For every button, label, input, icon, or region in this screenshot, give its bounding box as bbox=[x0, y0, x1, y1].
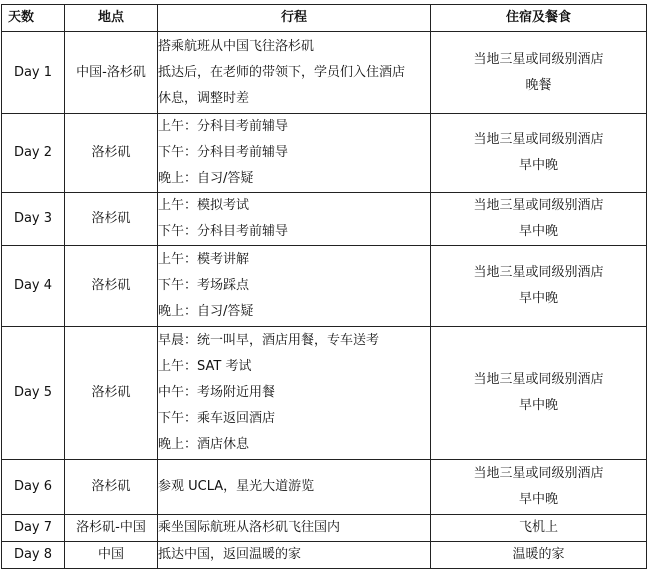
accommodation-line: 早中晚 bbox=[518, 492, 558, 507]
table-row bbox=[2, 32, 647, 114]
schedule-cell bbox=[158, 515, 431, 542]
accommodation-cell bbox=[431, 32, 647, 114]
day-cell: Day 2 bbox=[2, 114, 65, 193]
header-row bbox=[2, 5, 647, 32]
schedule-line: 晚上：自习/答疑 bbox=[158, 304, 254, 319]
accommodation-line: 当地三星或同级别酒店 bbox=[473, 372, 604, 387]
accommodation-line: 早中晚 bbox=[518, 158, 558, 173]
accommodation-line: 早中晚 bbox=[518, 291, 558, 306]
schedule-line: 下午：分科目考前辅导 bbox=[158, 224, 289, 239]
schedule-line: 参观 UCLA，星光大道游览 bbox=[158, 479, 315, 494]
accommodation-line: 晚餐 bbox=[525, 77, 552, 93]
place-cell: 洛杉矶 bbox=[65, 114, 158, 193]
day-cell: Day 6 bbox=[2, 460, 65, 515]
itinerary-table bbox=[1, 4, 647, 569]
accommodation-cell bbox=[431, 193, 647, 246]
schedule-cell bbox=[158, 542, 431, 569]
schedule-cell bbox=[158, 246, 431, 327]
accommodation-line: 飞机上 bbox=[518, 520, 558, 535]
accommodation-line: 当地三星或同级别酒店 bbox=[473, 466, 604, 481]
accommodation-line: 当地三星或同级别酒店 bbox=[473, 51, 604, 67]
day-cell: Day 5 bbox=[2, 327, 65, 460]
header-day: 天数 bbox=[2, 5, 65, 32]
header-place: 地点 bbox=[65, 5, 158, 32]
place-cell: 中国-洛杉矶 bbox=[65, 32, 158, 114]
accommodation-line: 温暖的家 bbox=[512, 547, 565, 562]
schedule-line: 早晨：统一叫早，酒店用餐，专车送考 bbox=[158, 333, 380, 348]
header-schedule: 行程 bbox=[158, 5, 431, 32]
schedule-cell bbox=[158, 193, 431, 246]
schedule-line: 上午：模考讲解 bbox=[158, 252, 250, 267]
accommodation-line: 早中晚 bbox=[518, 224, 558, 239]
schedule-line: 抵达中国，返回温暖的家 bbox=[158, 547, 302, 562]
accommodation-cell bbox=[431, 515, 647, 542]
table-row bbox=[2, 114, 647, 193]
schedule-line: 上午：分科目考前辅导 bbox=[158, 119, 289, 134]
table-row bbox=[2, 542, 647, 569]
table-row bbox=[2, 327, 647, 460]
schedule-line: 中午：考场附近用餐 bbox=[158, 385, 276, 400]
accommodation-cell bbox=[431, 542, 647, 569]
schedule-line: 乘坐国际航班从洛杉矶飞往国内 bbox=[158, 520, 341, 535]
schedule-line: 晚上：自习/答疑 bbox=[158, 171, 254, 186]
schedule-cell bbox=[158, 32, 431, 114]
accommodation-cell bbox=[431, 114, 647, 193]
accommodation-cell bbox=[431, 246, 647, 327]
place-cell: 洛杉矶 bbox=[65, 327, 158, 460]
day-cell: Day 4 bbox=[2, 246, 65, 327]
header-accommodation: 住宿及餐食 bbox=[431, 5, 647, 32]
place-cell: 洛杉矶 bbox=[65, 460, 158, 515]
schedule-line: 搭乘航班从中国飞往洛杉矶 bbox=[158, 38, 315, 54]
schedule-cell bbox=[158, 327, 431, 460]
schedule-line: 抵达后，在老师的带领下，学员们入住酒店 bbox=[158, 64, 406, 80]
place-cell: 洛杉矶-中国 bbox=[65, 515, 158, 542]
day-cell: Day 3 bbox=[2, 193, 65, 246]
accommodation-line: 当地三星或同级别酒店 bbox=[473, 132, 604, 147]
accommodation-line: 早中晚 bbox=[518, 398, 558, 413]
place-cell: 中国 bbox=[65, 542, 158, 569]
table-row bbox=[2, 193, 647, 246]
schedule-line: 下午：分科目考前辅导 bbox=[158, 145, 289, 160]
itinerary-body bbox=[2, 32, 647, 569]
table-row bbox=[2, 246, 647, 327]
schedule-line: 下午：乘车返回酒店 bbox=[158, 411, 276, 426]
schedule-line: 下午：考场踩点 bbox=[158, 278, 250, 293]
place-cell: 洛杉矶 bbox=[65, 246, 158, 327]
day-cell: Day 8 bbox=[2, 542, 65, 569]
place-cell: 洛杉矶 bbox=[65, 193, 158, 246]
table-row bbox=[2, 460, 647, 515]
accommodation-cell bbox=[431, 327, 647, 460]
accommodation-line: 当地三星或同级别酒店 bbox=[473, 265, 604, 280]
schedule-line: 晚上：酒店休息 bbox=[158, 437, 250, 452]
day-cell: Day 7 bbox=[2, 515, 65, 542]
schedule-line: 上午：模拟考试 bbox=[158, 198, 250, 213]
schedule-line: 上午：SAT 考试 bbox=[158, 359, 252, 374]
schedule-cell bbox=[158, 460, 431, 515]
schedule-line: 休息，调整时差 bbox=[158, 90, 250, 106]
schedule-cell bbox=[158, 114, 431, 193]
accommodation-line: 当地三星或同级别酒店 bbox=[473, 198, 604, 213]
table-row bbox=[2, 515, 647, 542]
day-cell: Day 1 bbox=[2, 32, 65, 114]
accommodation-cell bbox=[431, 460, 647, 515]
